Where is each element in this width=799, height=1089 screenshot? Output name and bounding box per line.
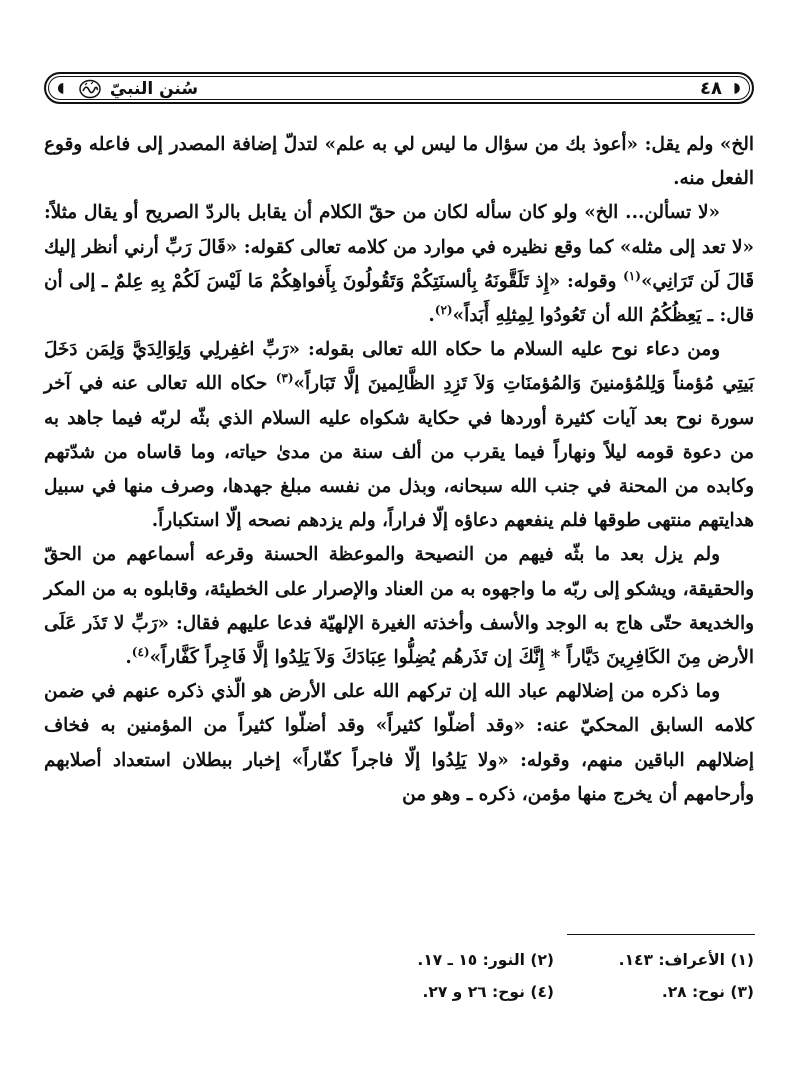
footnote-ref: (٢) — [434, 302, 453, 317]
paragraph-text: ومن دعاء نوح عليه السلام ما حكاه الله تعالى بقوله: «رَبِّ اغفِرلِي وَلِوَالِدَيَّ وَلِمَن دَخَلَ بَيتِي مُؤمناً وَلِلمُؤمنينَ وَالمُؤمنَاتِ وَلاَ تَزِدِ الظَّالِمينَ إلَّا تَبَاراً» — [44, 339, 754, 395]
footnote-ref: (٤) — [131, 644, 150, 659]
footnote: (٣) نوح: ٢٨. — [661, 983, 754, 1001]
paragraph-text: ولم يزل بعد ما بثّه فيهم من النصيحة والموعظة الحسنة وقرعه أسماعهم من الحقّ والحقيقة، ويشكو إلى ربّه ما واجهوه به من العناد والإصرار على الخطيئة، وقابلوه به من المكر والخديعة حتّى هاج به الوجد والأسف وأخذته الغيرة الإلهيّة فدعا عليهم فقال: «رَبِّ لا تَذَر عَلَى الأرض مِنَ الكَافِرِينَ دَيَّاراً * إِنَّكَ إن تَذَرهُم يُضِلُّوا عِبَادَكَ وَلاَ يَلِدُوا إلَّا فَاجِراً كَفَّاراً» — [44, 544, 754, 669]
running-header — [44, 72, 754, 104]
footnote: (٢) النور: ١٥ ـ ١٧. — [417, 951, 554, 969]
running-title — [76, 77, 198, 101]
footnote-ref: (٣) — [275, 371, 294, 386]
footnotes — [44, 944, 754, 1008]
paragraph — [44, 333, 754, 538]
paragraph-text: وقوله: «إِذ تَلَقَّونَهُ بِألسنَتِكُمْ وَتَقُولُونَ بِأَفواهِكُمْ مَا لَيْسَ لَكُمْ بِهِ عِلمٌ ـ إلى أن قال: ـ يَعِظُكُمُ الله أن تَعُودُوا لِمِثلِهِ أَبَداً» — [44, 270, 754, 327]
footnote: (٤) نوح: ٢٦ و ٢٧. — [422, 983, 554, 1001]
paragraph — [44, 128, 754, 196]
page-body — [44, 128, 754, 812]
paragraph-text: وما ذكره من إضلالهم عباد الله إن تركهم الله على الأرض هو الّذي ذكره عنهم في ضمن كلامه السابق المحكيّ عنه: «وقد أضلّوا كثيراً» وقد أضلّوا كثيراً من المؤمنين به فخاف إضلالهم الباقين منهم، وقوله: «ولا يَلِدُوا إلّا فاجراً كفّاراً» إخبار ببطلان استعداد أصلابهم وأرحامهم أن يخرج منها مؤمن، ذكره ـ وهو من — [44, 681, 754, 805]
paragraph-text: الخ» ولم يقل: «أعوذ بك من سؤال ما ليس لي به علم» لتدلّ إضافة المصدر إلى فاعله وقوع الفعل منه. — [44, 134, 754, 190]
left-ornament-icon: ◖ — [57, 80, 65, 96]
paragraph-text: . — [428, 305, 435, 327]
footnote-ref: (١) — [623, 268, 641, 283]
footnote-divider — [567, 934, 755, 935]
paragraph-text: . — [125, 647, 132, 669]
footnote-row — [44, 944, 754, 976]
paragraph — [44, 675, 754, 812]
right-ornament-icon: ◗ — [733, 80, 741, 96]
paragraph-text: «لا تسألن... الخ» ولو كان سأله لكان من حقّ الكلام أن يقابل بالردّ الصريح أو يقال مثلاً: «لا تعد إلى مثله» كما وقع نظيره في موارد من كلامه تعالى كقوله: «قَالَ رَبِّ أرني أنظر إليك قَالَ لَن تَرَانِي» — [44, 202, 754, 292]
paragraph — [44, 196, 754, 333]
page-number: ٤٨ — [700, 78, 722, 99]
paragraph — [44, 538, 754, 675]
footnote: (١) الأعراف: ١٤٣. — [618, 951, 754, 969]
salawat-seal-icon — [79, 79, 101, 99]
paragraph-text: حكاه الله تعالى عنه في آخر سورة نوح بعد آيات كثيرة أوردها في حكاية شكواه عليه السلام الذي بثّه لربّه فيما جاهد به من دعوة قومه ليلاً ونهاراً فيما يقرب من ألف سنة من مدىٰ حياته، وما قاساه من شدّتهم وكابده من المحنة في جنب الله سبحانه، وبذل من نفسه مبلغ جهدها، وصرف منها في سبيل هدايتهم منتهى طوقها فلم ينفعهم دعاؤه إلّا فراراً، ولم يزدهم نصحه إلّا استكباراً. — [44, 373, 754, 532]
footnote-row — [44, 976, 754, 1008]
running-title-text: سُنن النبيّ — [109, 79, 199, 99]
